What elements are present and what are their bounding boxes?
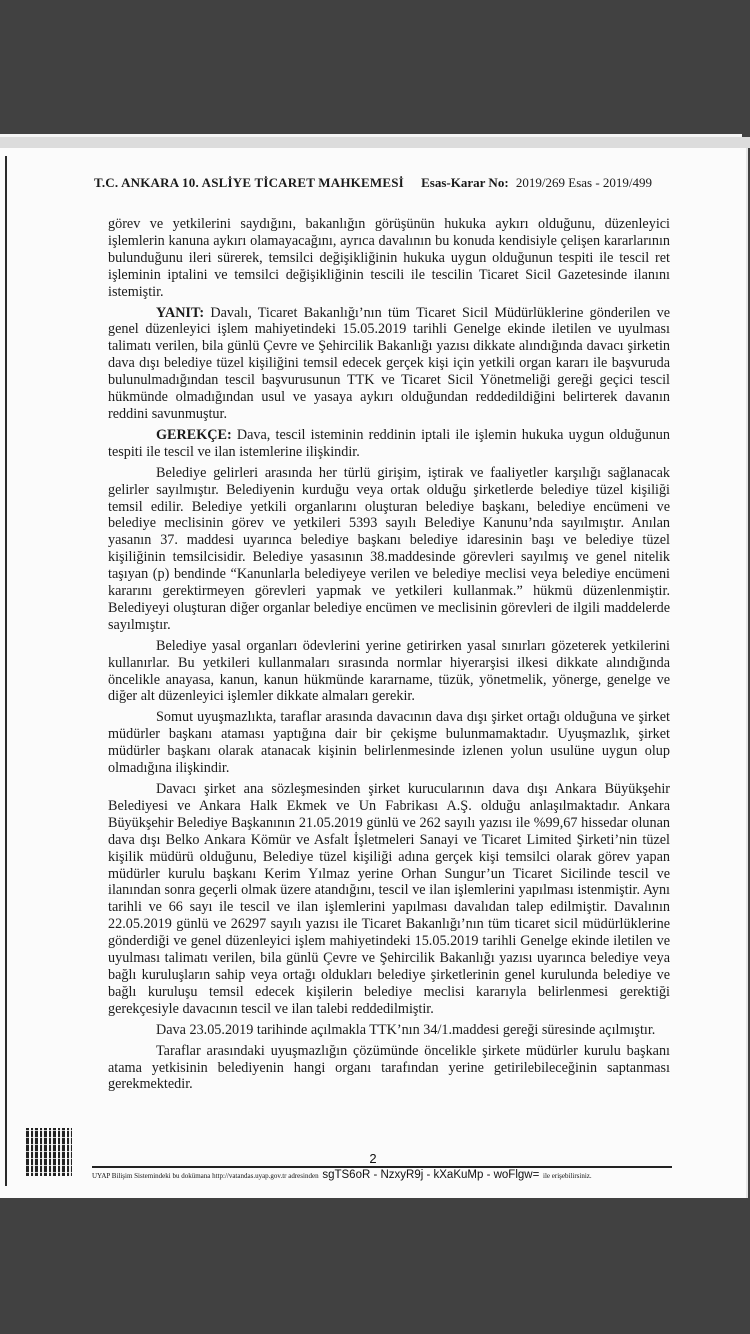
- document-header: [0, 175, 746, 191]
- paragraph-gerekce: GEREKÇE: Dava, tescil isteminin reddinin iptali ile işlemin hukuka uygun olduğunun tespiti ile tescil ve ilan istemlerine ilişkindir.: [108, 426, 670, 460]
- court-name: T.C. ANKARA 10. ASLİYE TİCARET MAHKEMESİ: [93, 175, 404, 190]
- footer-prefix: UYAP Bilişim Sistemindeki bu dokümana http://vatandas.uyap.gov.tr adresinden: [92, 1172, 319, 1180]
- paragraph: Belediye gelirleri arasında her türlü girişim, iştirak ve faaliyetler karşılığı sağlanacak gelirler sayılmıştır. Belediyenin kurduğu veya ortak olduğu şirketlerde belediye tüzel kişiliği temsil edilir. Belediye yetkili organlarını oluşturan belediye başkanı, belediye encümeni ve belediye meclisinin görev ve yetkileri 5393 sayılı Belediye Kanunu’nda sayılmıştır. Anılan yasanın 37. maddesi uyarınca belediye başkanı belediye idaresinin başı ve belediye tüzel kişiliğinin temsilcisidir. Belediye yasasının 38.maddesinde görevleri sayılmış ve genel nitelik taşıyan (p) bendinde “Kanunlarla belediyeye verilen ve belediye meclisi veya belediye encümeni kararını gerektirmeyen görevleri yapmak ve yetkileri kullanmak.” hükmü düzenlenmiştir. Belediyeyi oluşturan diğer organlar belediye encümen ve meclisinin görevleri de ilgili maddelerde sayılmıştır.: [108, 464, 670, 633]
- paragraph: Taraflar arasındaki uyuşmazlığın çözümünde öncelikle şirkete müdürler kurulu başkanı atama yetkisinin belediyenin hangi organı tarafından yerine getirilebileceğinin saptanması gerekmektedir.: [108, 1042, 670, 1093]
- section-label: YANIT:: [156, 304, 205, 321]
- document-body: [108, 216, 670, 1097]
- paragraph: görev ve yetkilerini saydığını, bakanlığın görüşünün hukuka aykırı olduğunu, düzenleyici işlemlerin kanuna aykırı olamayacağını, ayrıca davalının bu konuda kendisiyle çelişen kararlarının bulunduğunu ileri sürerek, temsilci değişikliğinin hukuka uygun olduğunun tespiti ile tescil ret işleminin iptalini ve temsilci değişikliğinin tescili ile tescilin Ticaret Sicil Gazetesinde ilanını istemiştir.: [108, 216, 670, 300]
- bottom-dark-bar: [0, 1198, 750, 1334]
- esas-karar-label: Esas-Karar No:: [421, 175, 509, 190]
- footer-divider: [92, 1166, 672, 1168]
- verification-code: sgTS6oR - NzxyR9j - kXaKuMp - woFlgw=: [322, 1169, 540, 1181]
- paragraph-yanit: YANIT: Davalı, Ticaret Bakanlığı’nın tüm Ticaret Sicil Müdürlüklerine gönderilen ve genel düzenleyici işlem mahiyetindeki 15.05.2019 tarihli Genelge ekinde iletilen ve uyulması talimatı verilen, bila günlü Çevre ve Şehircilik Bakanlığı yazısı dikkate alındığında davacı şirketin dava dışı belediye tüzel kişiliğini temsil edecek gerçek kişi için yetkili organ kararı ile başvuruda bulunulmadığından tescil başvurusunun TTK ve Ticaret Sicil Yönetmeliği gereği geçici tescil hükmünde olmadığından usul ve yasaya aykırı olduğundan reddedildiğini belirterek davanın reddini savunmuştur.: [108, 304, 670, 422]
- page-number: 2: [369, 1151, 377, 1166]
- paragraph: Belediye yasal organları ödevlerini yerine getirirken yasal sınırları gözeterek yetkilerini kullanırlar. Bu yetkileri kullanmaları sırasında normlar hiyerarşisi ilkesi dikkate alındığında öncelikle anayasa, kanun, kanun hükmünde kararname, tüzük, yönetmelik, yönerge, genelge ve diğer alt düzenleyici işlemler dikkate almaları gerekir.: [108, 637, 670, 705]
- top-dark-bar: [0, 0, 750, 134]
- footer-suffix: ile erişebilirsiniz.: [543, 1172, 592, 1180]
- esas-karar-value: 2019/269 Esas - 2019/499: [515, 175, 653, 190]
- paragraph: Somut uyuşmazlıkta, taraflar arasında davacının dava dışı şirket ortağı olduğuna ve şirket müdürler başkanı ataması yaptığına dair bir çekişme bulunmamaktadır. Uyuşmazlık, şirket müdürler başkanı olarak atanacak kişinin belirlenmesinde izlenen yolun usulüne uygun olup olmadığına ilişkindir.: [108, 709, 670, 777]
- page-separator: [0, 137, 750, 148]
- paragraph: Davacı şirket ana sözleşmesinden şirket kurucularının dava dışı Ankara Büyükşehir Belediyesi ve Ankara Halk Ekmek ve Un Fabrikası A.Ş. olduğu anlaşılmaktadır. Ankara Büyükşehir Belediye Başkanının 21.05.2019 günlü ve 262 sayılı yazısı ile %99,67 hissedar olunan dava dışı Belko Ankara Kömür ve Asfalt İşletmeleri Sanayi ve Ticaret Limited Şirketi’nin tüzel kişilik müdürü olduğunu, Belediye tüzel kişiliği adına gerçek kişi temsilci olarak görev yapan müdürler kurulu başkanı Kerim Yılmaz yerine Orhan Sungur’un Ticaret Sicilinde tescil ve ilanından sonra geçerli olmak üzere atandığını, tescil ve ilan işlemlerini yapılması istenmiştir. Aynı tarihli ve 66 sayı ile tescil ve ilan işlemlerini yapılması davalıdan talep edilmiştir. Davalının 22.05.2019 günlü ve 26297 sayılı yazısı ile Ticaret Bakanlığı’nın tüm ticaret sicil müdürlüklerine gönderdiği ve genel düzenleyici işlem mahiyetindeki 15.05.2019 tarihli Genelge ekinde iletilen ve uyulması talimatı verilen, bila günlü Çevre ve Şehircilik Bakanlığı yazısı uyarınca belediye veya bağlı kuruluşların sahip veya ortağı oldukları belediye şirketlerinin genel kurulunda belediye ve bağlı kuruluşu temsil edecek kişilerin belediye meclisi kararıyla belirlenmesi gerektiği gerekçesiyle davacının tescil ve ilan talebi reddedilmiştir.: [108, 781, 670, 1017]
- page-left-border: [5, 156, 7, 1186]
- footer-note: [92, 1169, 682, 1181]
- section-label: GEREKÇE:: [156, 426, 232, 443]
- paragraph: Dava 23.05.2019 tarihinde açılmakla TTK’nın 34/1.maddesi gereği süresinde açılmıştır.: [156, 1021, 656, 1038]
- document-page[interactable]: [0, 148, 748, 1198]
